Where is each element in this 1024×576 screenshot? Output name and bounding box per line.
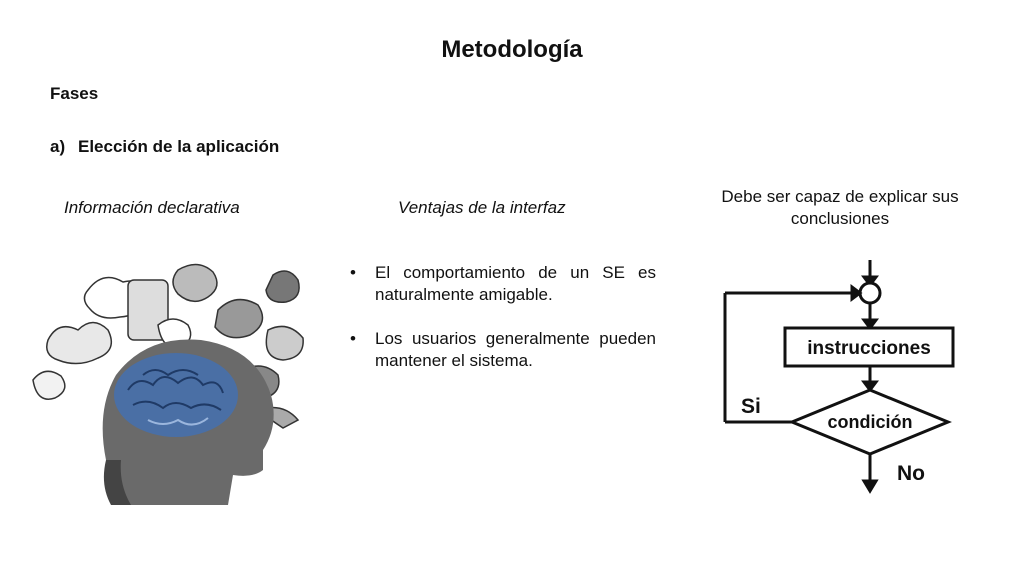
bullet-icon: • (350, 329, 356, 348)
list-item-text: Los usuarios generalmente pueden mantener el sistema. (375, 329, 656, 370)
list-item-text: El comportamiento de un SE es naturalmente amigable. (375, 263, 656, 304)
bullet-icon: • (350, 263, 356, 282)
decision-label: condición (827, 412, 913, 432)
subsection-marker: a) (50, 137, 66, 156)
subsection-heading (50, 137, 279, 157)
subsection-label: Elección de la aplicación (78, 137, 280, 156)
list-item (350, 328, 656, 372)
yes-label: Si (741, 395, 761, 418)
slide-title: Metodología (441, 36, 583, 63)
list-item (350, 262, 656, 306)
right-column-heading: Debe ser capaz de explicar sus conclusiones (721, 187, 959, 228)
brain-icon (114, 353, 238, 437)
section-heading: Fases (50, 84, 99, 103)
no-label: No (897, 462, 925, 485)
left-column-heading: Información declarativa (64, 198, 240, 217)
advantages-list (350, 262, 656, 394)
middle-column-heading: Ventajas de la interfaz (398, 198, 566, 217)
loop-flowchart (715, 255, 965, 500)
process-label: instrucciones (807, 338, 931, 359)
brain-illustration (28, 250, 328, 510)
